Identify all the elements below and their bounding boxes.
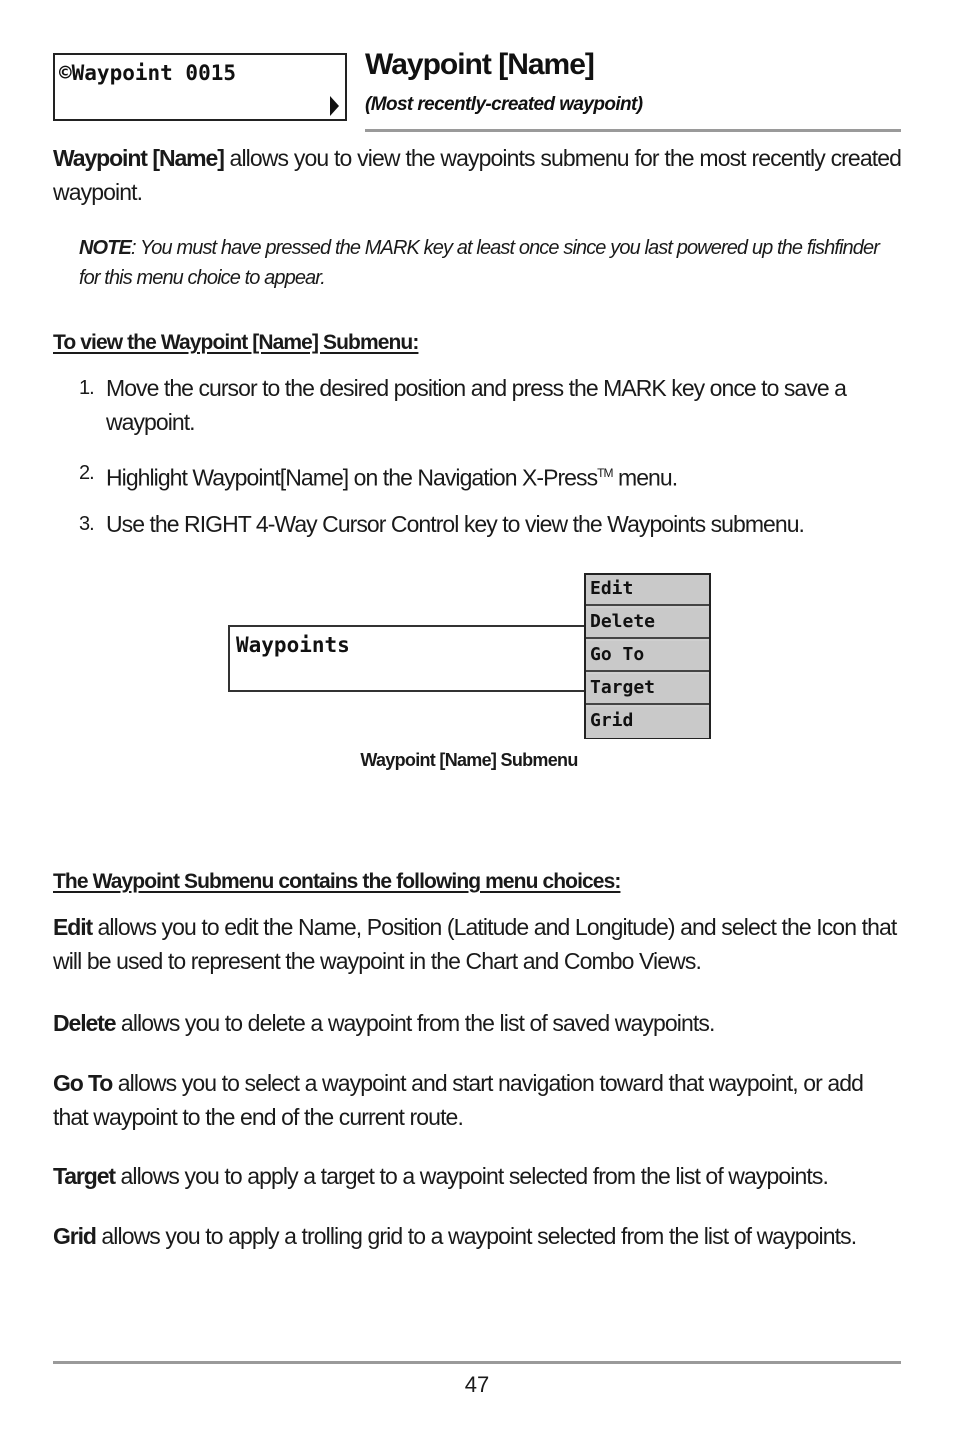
note-paragraph xyxy=(79,233,879,293)
procedure-step xyxy=(79,456,899,495)
step-text-after: menu. xyxy=(612,464,678,491)
step-text-main: Highlight Waypoint[Name] on the Navigation X-Press xyxy=(106,464,598,491)
footer-divider xyxy=(53,1361,901,1364)
choice-term: Delete xyxy=(53,1010,116,1036)
page-number: 47 xyxy=(464,1372,490,1397)
choice-text: allows you to apply a trolling grid to a waypoint selected from the list of waypoints. xyxy=(95,1223,857,1249)
intro-paragraph xyxy=(53,141,901,209)
choices-heading: The Waypoint Submenu contains the following menu choices: xyxy=(53,870,621,893)
step-number: 2. xyxy=(79,462,94,484)
choice-paragraph-grid xyxy=(53,1219,901,1253)
choice-text: allows you to delete a waypoint from the list of saved waypoints. xyxy=(115,1010,715,1036)
choice-text: allows you to edit the Name, Position (Latitude and Longitude) and select the Icon that will be used to represent the waypoint in the Chart and Combo Views. xyxy=(53,914,897,974)
waypoint-submenu xyxy=(584,573,711,739)
waypoints-panel xyxy=(228,625,584,692)
note-text: : You must have pressed the MARK key at least once since you last powered up the fishfinder for this menu choice to appear. xyxy=(79,237,879,289)
submenu-item-go-to[interactable] xyxy=(586,641,709,672)
step-text: Move the cursor to the desired position and press the MARK key once to save a waypoint. xyxy=(106,375,846,435)
choice-term: Edit xyxy=(53,914,93,940)
right-arrow-icon xyxy=(330,96,339,116)
submenu-item-label: Target xyxy=(590,677,656,698)
submenu-item-target[interactable] xyxy=(586,674,709,705)
choice-paragraph-target xyxy=(53,1159,901,1193)
submenu-item-grid[interactable] xyxy=(586,707,709,738)
procedure-step xyxy=(79,507,899,541)
procedure-heading: To view the Waypoint [Name] Submenu: xyxy=(53,331,419,354)
step-number: 1. xyxy=(79,377,94,399)
intro-text: allows you to view the waypoints submenu for the most recently created waypoint. xyxy=(53,145,901,205)
waypoints-panel-label: Waypoints xyxy=(236,633,350,657)
submenu-item-label: Grid xyxy=(590,710,634,731)
title-divider xyxy=(365,129,901,132)
waypoint-menu-lcd-box xyxy=(53,53,347,121)
choice-term: Target xyxy=(53,1163,115,1189)
submenu-item-delete[interactable] xyxy=(586,608,709,639)
submenu-item-edit[interactable] xyxy=(586,575,709,606)
note-label: NOTE xyxy=(79,237,131,259)
figure-caption: Waypoint [Name] Submenu xyxy=(360,750,578,770)
page-title: Waypoint [Name] xyxy=(365,48,594,81)
submenu-item-label: Go To xyxy=(590,644,645,665)
choice-paragraph-edit xyxy=(53,910,901,978)
trademark-mark: TM xyxy=(597,466,613,480)
lcd-waypoint-label: ©Waypoint 0015 xyxy=(59,61,237,85)
choice-text: allows you to select a waypoint and start navigation toward that waypoint, or add that waypoint to the end of the current route. xyxy=(53,1070,864,1130)
choice-term: Go To xyxy=(53,1070,113,1096)
step-text xyxy=(106,456,899,495)
choice-term: Grid xyxy=(53,1223,96,1249)
choice-text: allows you to apply a target to a waypoint selected from the list of waypoints. xyxy=(115,1163,828,1189)
submenu-item-label: Delete xyxy=(590,611,656,632)
procedure-step xyxy=(79,371,899,439)
page-subtitle: (Most recently-created waypoint) xyxy=(365,94,643,115)
choice-paragraph-delete xyxy=(53,1006,901,1040)
step-text: Use the RIGHT 4-Way Cursor Control key to view the Waypoints submenu. xyxy=(106,511,804,537)
intro-term: Waypoint [Name] xyxy=(53,145,224,171)
submenu-item-label: Edit xyxy=(590,578,634,599)
step-number: 3. xyxy=(79,513,94,535)
choice-paragraph-go-to xyxy=(53,1066,901,1134)
